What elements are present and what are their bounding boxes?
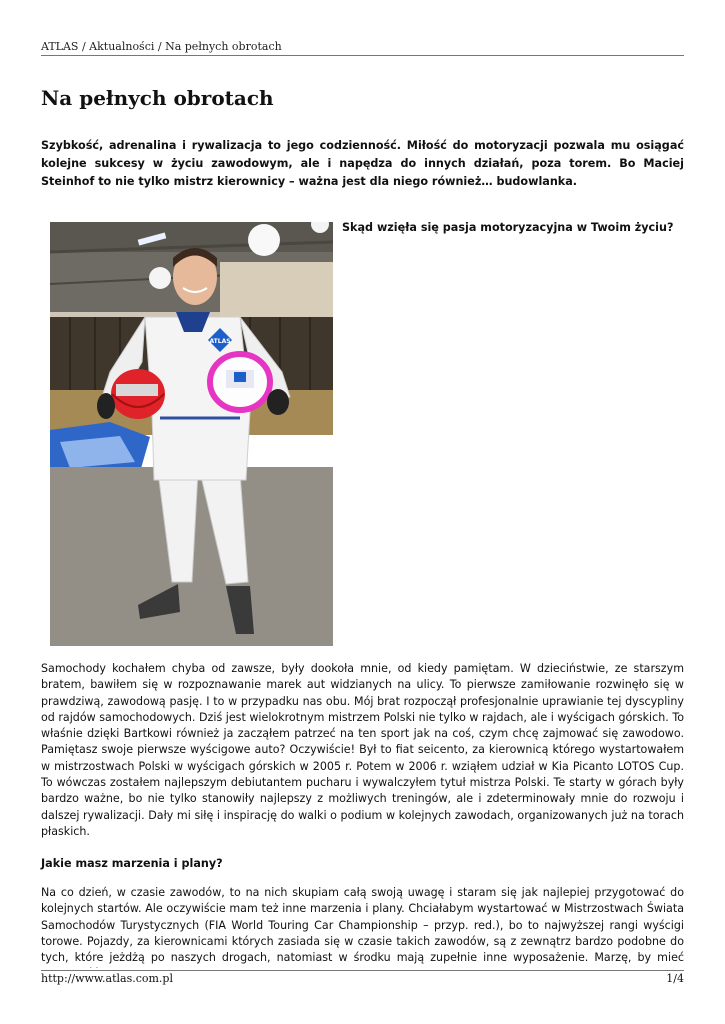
answer-2: Na co dzień, w czasie zawodów, to na nich skupiam całą swoją uwagę i staram się jak najlepiej przygotować do kolejnych startów. Ale oczywiście mam też inne marzenia i plany. Chciałabym wystartować w Mistrzostwach Świata Samochodów Turystycznych (FIA World Touring Car Championship – przyp. red.), bo to najwyższej rangi wyścigi torowe. Pojazdy, za kierownicami których zasiada się w czasie takich zawodów, są z zewnątrz bardzo podobne do tych, które jeżdżą po naszych drogach, natomiast w środku mają zupełnie inne wyposażenie. Marzę, by mieć — [41, 886, 684, 965]
answer-1: Samochody kochałem chyba od zawsze, były dookoła mnie, od kiedy pamiętam. W dzieciństwie, ze starszym bratem, bawiłem się w rozpoznawanie marek aut widzianych na ulicy. To pierwsze zamiłowanie rozwinęło się w prawdziwą, zawodową pasję. I to w przypadku nas obu. Mój brat rozpoczął profesjonalnie uprawianie tej dyscypliny od rajdów samochodowych. Dziś jest wielokrotnym mistrzem Polski nie tylko w rajdach, ale i wyścigach górskich. To właśnie dzięki Bartkowi również ja zacząłem patrzeć na ten sport jak na coś, czym chcę zajmować się zawodowo. Pamiętasz swoje pierwsze wyścigowe auto? Oczywiście! Był to fiat seicento, za kierownicą którego wystartowałem w mistrzostwach Polski w wyścigach górskich w 2005 r. Potem w 2006 r. wziąłem udział w Kia Picanto LOTOS Cup. To wówczas zostałem najlepszym debiutantem pucharu i wywalczyłem tytuł mistrza Polski. Te starty w górach były bardzo ważne, bo nie tylko stanowiły najlepszy z możliwych treningów, ale i zdeterminowały mnie do rozwoju i dalszej rywalizacji. Dały mi siłę i inspirację do walki o podium w kolejnych zawodach, organizowanych już na torach płaskich. — [41, 662, 684, 838]
page-number: 1/4 — [666, 972, 684, 985]
question-1: Skąd wzięła się pasja motoryzacyjna w Twoim życiu? — [342, 221, 674, 234]
article-lead: Szybkość, adrenalina i rywalizacja to jego codzienność. Miłość do motoryzacji pozwala mu osiągać kolejne sukcesy w życiu zawodowym, ale i napędza do innych działań, poza torem. Bo Maciej Steinhof to nie tylko mistrz kierownicy – ważna jest dla niego również… budowlanka. — [41, 139, 684, 188]
article-photo — [50, 222, 333, 646]
footer-url[interactable]: http://www.atlas.com.pl — [41, 972, 173, 985]
question-2: Jakie masz marzenia i plany? — [41, 857, 223, 870]
header-divider — [41, 55, 684, 56]
breadcrumb: ATLAS / Aktualności / Na pełnych obrotach — [41, 40, 282, 53]
page-title: Na pełnych obrotach — [41, 86, 274, 110]
footer-divider — [41, 970, 684, 971]
suit-badge-label: ATLAS — [209, 338, 231, 345]
